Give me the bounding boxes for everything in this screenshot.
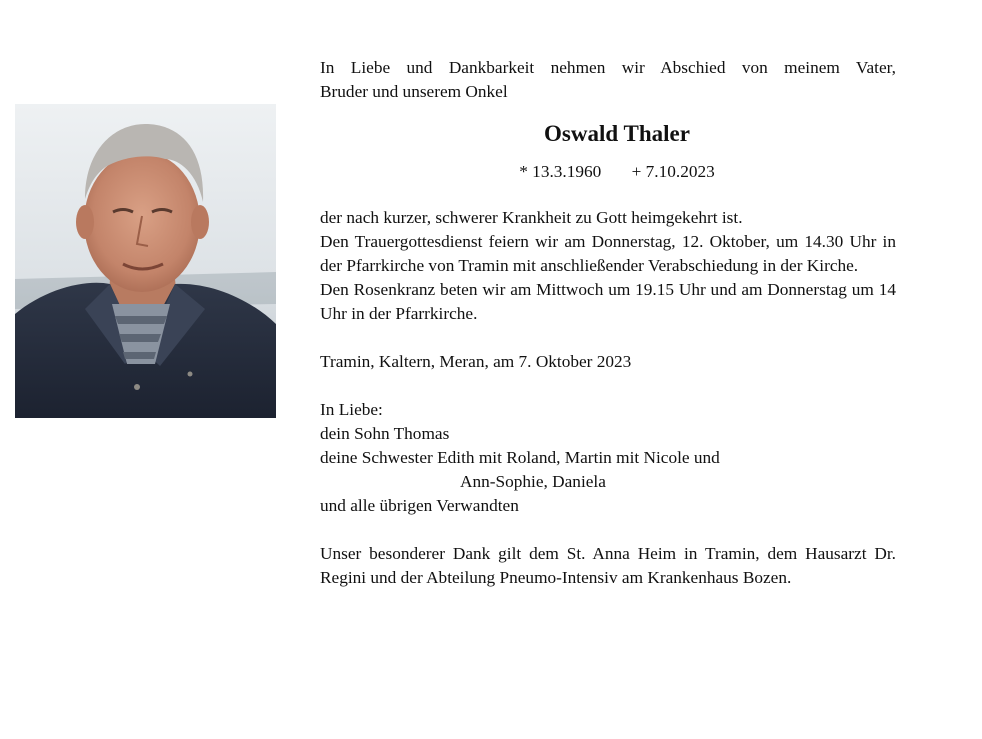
portrait-photo (15, 104, 276, 418)
funeral-info: Den Trauergottesdienst feiern wir am Donnerstag, 12. Oktober, um 14.30 Uhr in der Pfarrkirche von Tramin mit anschließender Verabschiedung in der Kirche. (320, 232, 896, 275)
life-dates (320, 160, 896, 184)
obituary-text (320, 56, 896, 590)
death-date: + 7.10.2023 (631, 162, 715, 181)
intro-line-2: Bruder und unserem Onkel (320, 82, 508, 101)
mourners-heading: In Liebe: (320, 400, 383, 419)
mourners-line-3: Ann-Sophie, Daniela (460, 472, 606, 491)
rosary-info: Den Rosenkranz beten wir am Mittwoch um 19.15 Uhr und am Donnerstag um 14 Uhr in der Pfarrkirche. (320, 280, 896, 323)
deceased-name: Oswald Thaler (544, 121, 690, 146)
body-line-1: der nach kurzer, schwerer Krankheit zu Gott heimgekehrt ist. (320, 208, 743, 227)
portrait-image (15, 104, 276, 418)
mourners-line-2: deine Schwester Edith mit Roland, Martin mit Nicole und (320, 448, 720, 467)
birth-date: * 13.3.1960 (519, 162, 602, 181)
place-date: Tramin, Kaltern, Meran, am 7. Oktober 2023 (320, 352, 632, 371)
mourners-line-1: dein Sohn Thomas (320, 424, 450, 443)
mourners-line-4: und alle übrigen Verwandten (320, 496, 519, 515)
intro-line-1: In Liebe und Dankbarkeit nehmen wir Abschied von meinem Vater, (320, 58, 896, 77)
thanks-note: Unser besonderer Dank gilt dem St. Anna Heim in Tramin, dem Hausarzt Dr. Regini und der Abteilung Pneumo-Intensiv am Krankenhaus Bozen. (320, 544, 896, 587)
